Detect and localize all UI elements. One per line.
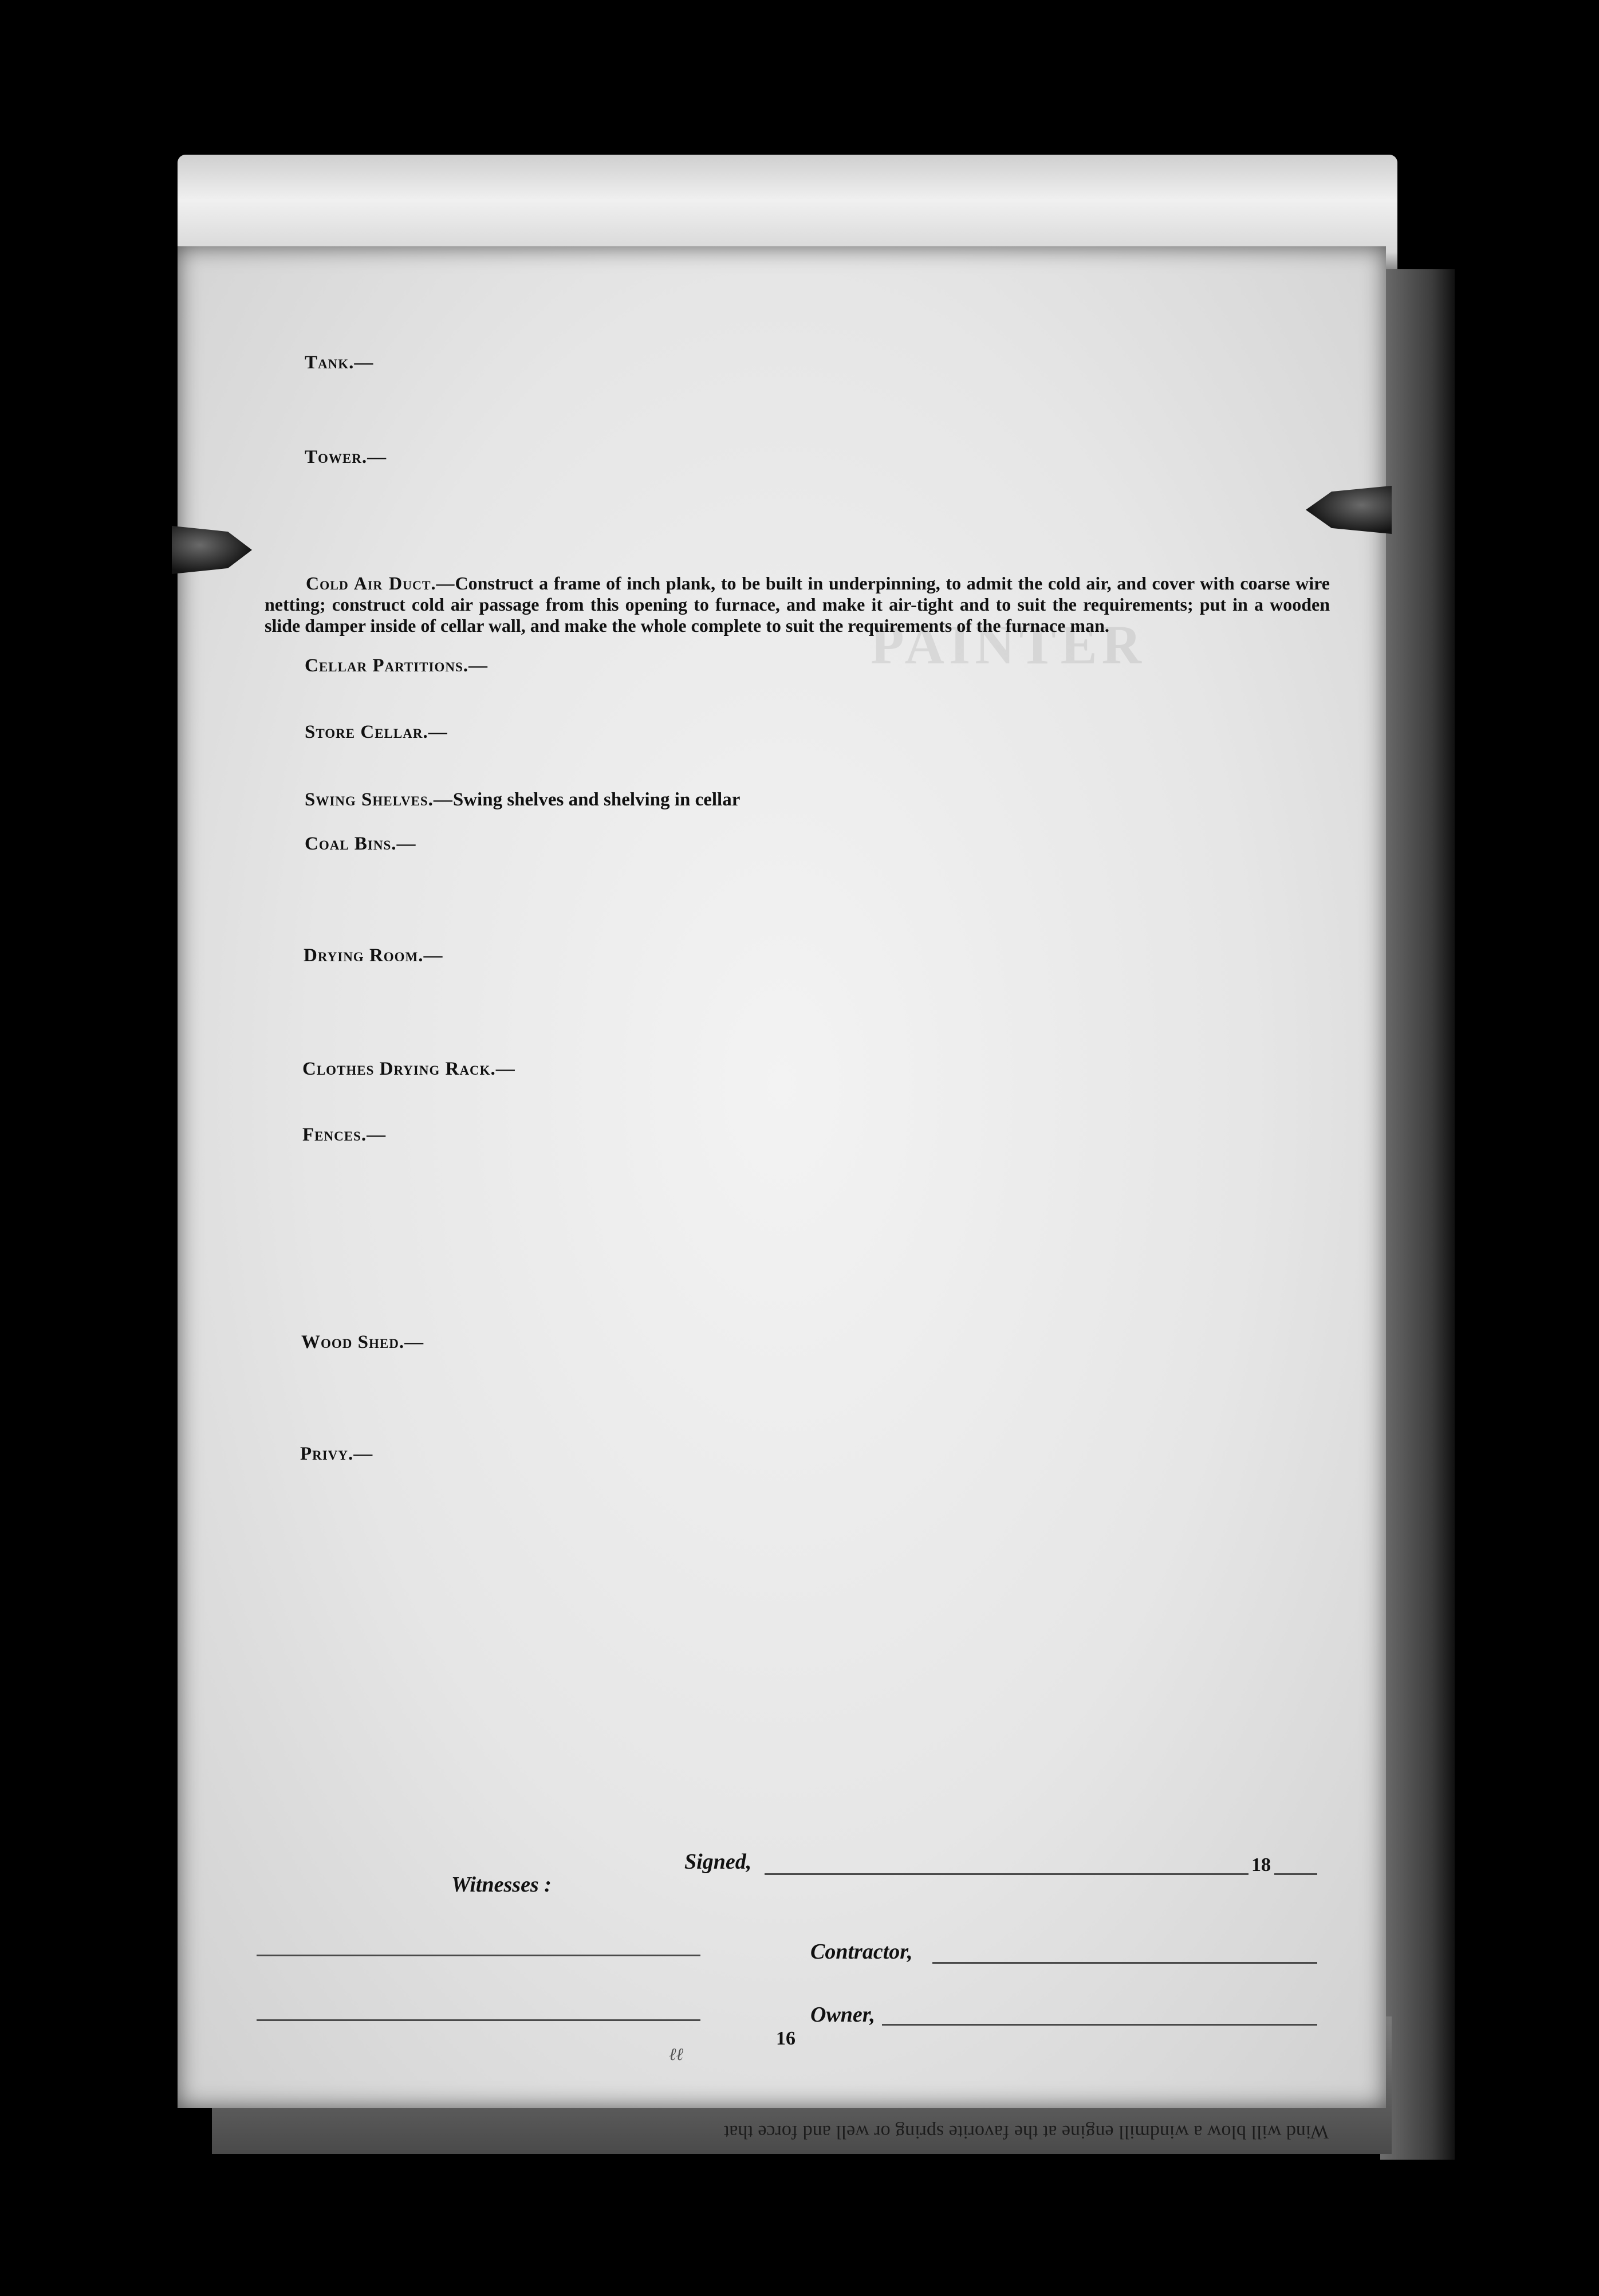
witness-line-2 bbox=[257, 2019, 700, 2021]
owner-line bbox=[882, 2024, 1317, 2026]
page-number: 16 bbox=[776, 2028, 795, 2049]
section-drying-room: Drying Room.— bbox=[304, 945, 443, 966]
contractor-line bbox=[932, 1962, 1317, 1964]
signed-line bbox=[765, 1873, 1249, 1875]
swing-shelves-heading: Swing Shelves.— bbox=[305, 789, 453, 810]
bleed-through-heading: PAINTER bbox=[871, 614, 1146, 675]
section-clothes-drying-rack: Clothes Drying Rack.— bbox=[302, 1059, 515, 1079]
stacked-page-edges bbox=[1380, 269, 1455, 2160]
signed-label: Signed, bbox=[684, 1850, 752, 1874]
pencil-mark: ℓℓ bbox=[669, 2045, 683, 2064]
owner-label: Owner, bbox=[810, 2003, 875, 2027]
document-page bbox=[178, 246, 1386, 2108]
contractor-label: Contractor, bbox=[810, 1940, 913, 1964]
section-swing-shelves bbox=[305, 789, 740, 811]
underlying-page-text: Wind will blow a windmill engine at the favorite spring or well and force that bbox=[723, 2121, 1329, 2142]
section-wood-shed: Wood Shed.— bbox=[301, 1332, 424, 1353]
section-privy: Privy.— bbox=[300, 1444, 373, 1464]
section-store-cellar: Store Cellar.— bbox=[305, 722, 448, 742]
section-cellar-partitions: Cellar Partitions.— bbox=[305, 655, 489, 676]
section-coal-bins: Coal Bins.— bbox=[305, 834, 416, 854]
witnesses-label: Witnesses : bbox=[451, 1873, 552, 1897]
cold-air-duct-body: Construct a frame of inch plank, to be built in underpinning, to admit the cold air, and cover with coarse wire netting; construct cold air passage from this opening to furnace, and make it air-tight and to suit the requirements; put in a wooden slide damper inside of cellar wall, and make the whole complete to suit the requirements of the furnace man. bbox=[265, 573, 1330, 636]
year-prefix: 18 bbox=[1251, 1854, 1271, 1876]
witness-line-1 bbox=[257, 1955, 700, 1956]
section-cold-air-duct bbox=[265, 573, 1330, 636]
year-line bbox=[1274, 1873, 1317, 1875]
section-tank: Tank.— bbox=[305, 352, 374, 373]
cold-air-duct-heading: Cold Air Duct.— bbox=[306, 573, 455, 593]
section-fences: Fences.— bbox=[302, 1125, 387, 1145]
section-tower: Tower.— bbox=[305, 447, 387, 467]
swing-shelves-body: Swing shelves and shelving in cellar bbox=[452, 789, 741, 810]
